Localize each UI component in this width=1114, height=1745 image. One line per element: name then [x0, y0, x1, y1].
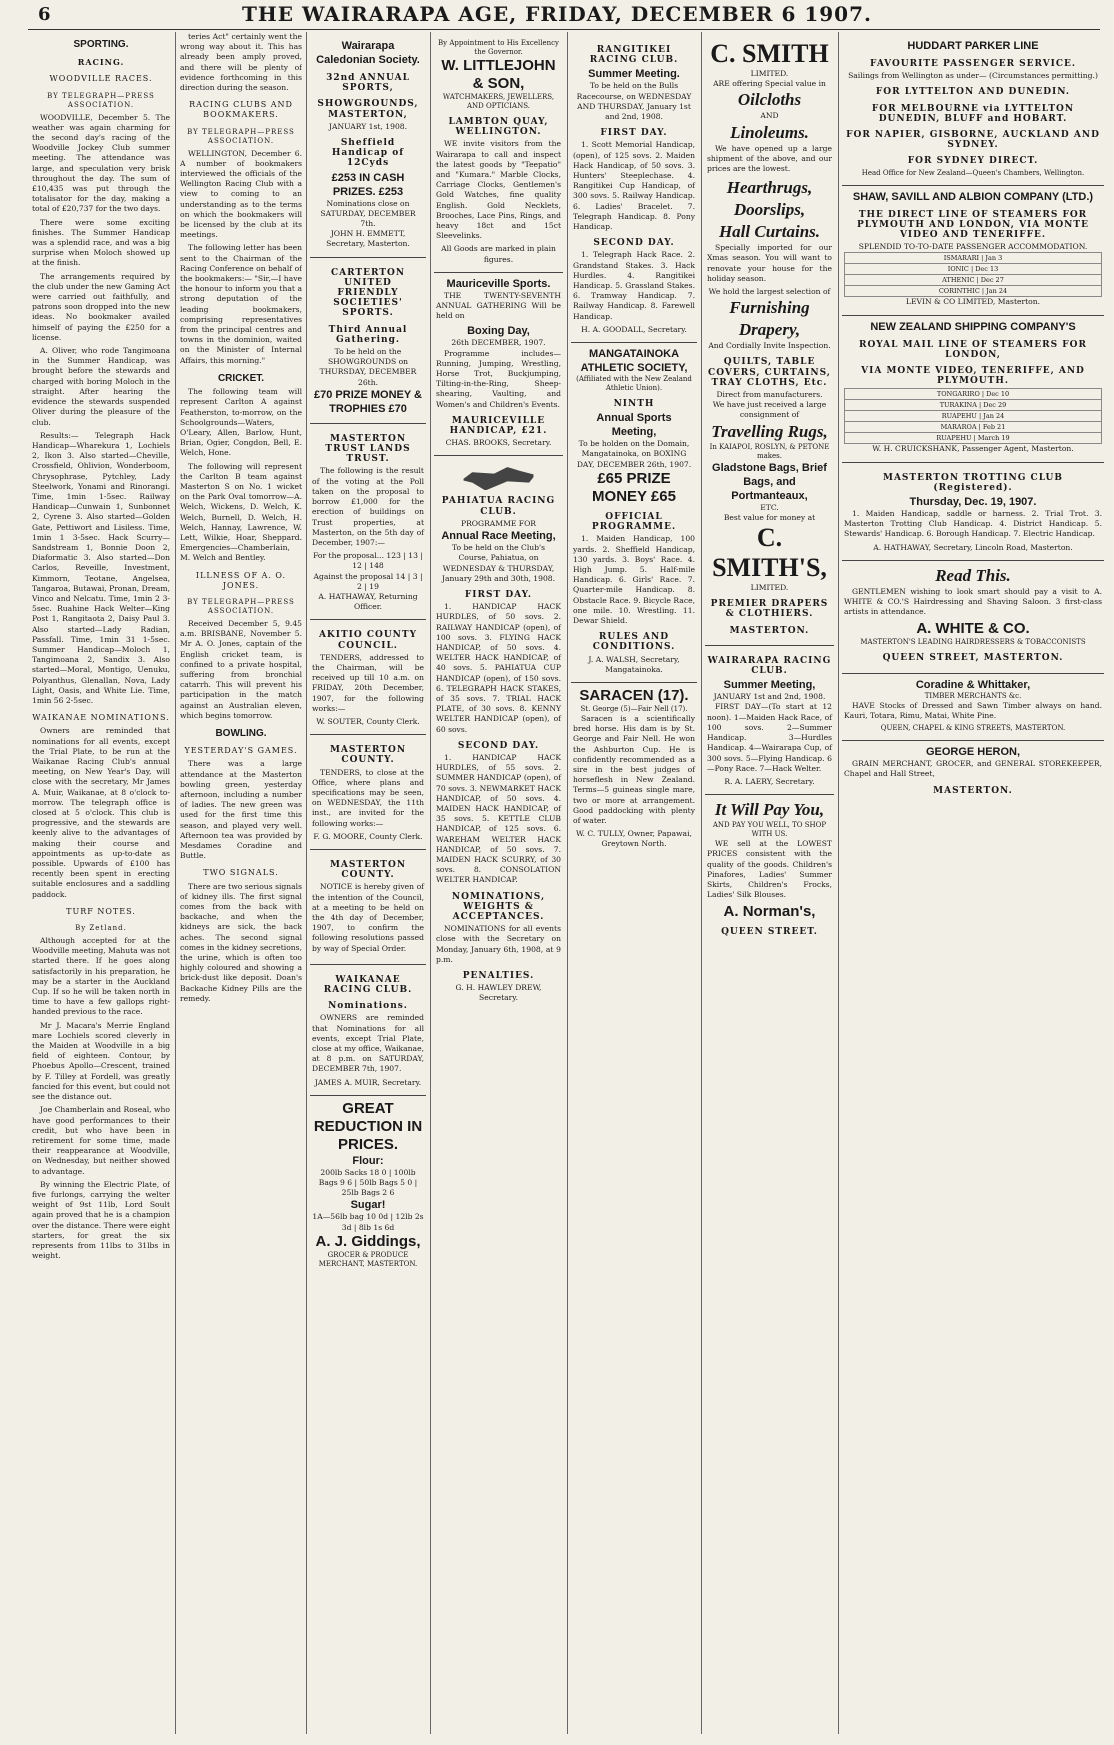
article-paragraph: Received December 5, 9.45 a.m. BRISBANE, November 5. Mr A. O. Jones, captain of the English cricket team, is confined to a private hospital, suffering from bronchial catarrh. This will prevent his participation in the match against an Australian eleven, which begins tomorrow. [180, 618, 302, 720]
giddings-advert [310, 1095, 426, 1273]
column-rule [701, 32, 702, 1734]
column-sporting [32, 32, 170, 1734]
poll-for: For the proposal... 123 | 13 | 12 | 148 [313, 551, 423, 571]
advert-text: OWNERS are reminded that Nominations for all events, except Trial Plate, close at my office, Waikanae, at 8 p.m. on SATURDAY, DECEMBER 7th, 1907. [312, 1013, 424, 1074]
advert-subtitle: Flour: [352, 1154, 384, 1167]
wairarapa-racing-advert [705, 645, 834, 791]
smith-advert [705, 35, 834, 642]
advert-venue: SHOWGROUNDS, MASTERTON, [317, 99, 419, 120]
norman-advert [705, 794, 834, 943]
article-paragraph: There are two serious signals of kidney ills. The first signal comes from the back with backache, and when the kidneys are sick, the back aches. The second signal comes in the kidney secretions, the urine, which is often too highly coloured and showing a brick-dust like deposit. Doan's Backache Kidney Pills are the remedy. [180, 881, 302, 1003]
advert-text: WE sell at the LOWEST PRICES consistent with the quality of the goods. Children's Pinafores, Ladies' Summer Skirts, Children's Frocks, Ladies' Silk Blouses. [707, 839, 832, 900]
article-heading: TURF NOTES. [66, 906, 136, 916]
advert-name: A. WHITE & CO. [916, 620, 1030, 638]
article-paragraph: The following letter has been sent to the Chairman of the Racing Conference on behalf of the bookmakers:— "Sir,—I have the honour to inform you that a strong deputation of the leading bookmakers, comprising representatives from the principal centres and towns in the dominion, waited on the Minister of Internal Affairs, this morning." [180, 243, 302, 365]
table-row [845, 286, 1102, 297]
article-paragraph: The arrangements required by the club under the new Gaming Act were carried out faithfully, and patrons soon dropped into the new ideas. No bookmaker availed himself of paying the £250 for a license. [32, 271, 170, 342]
section-heading: BOWLING. [215, 727, 267, 739]
advert-subtitle: Annual Race Meeting, [441, 530, 556, 543]
waikanae-nominations-advert [310, 964, 426, 1092]
advert-text: GENTLEMEN wishing to look smart should pay a visit to A. WHITE & CO.'S Hairdressing and Shaving Saloon. 3 first-class artists in attendance. [844, 586, 1102, 617]
advert-title: RANGITIKEI RACING CLUB. [589, 45, 679, 66]
programme-list: 1. Maiden Handicap, 100 yards. 2. Sheffield Handicap, 130 yards. 3. Boys' Race. 4. High Jump. 5. Half-mile Handicap. 6. Girls' Race. 7. Quarter-mile Handicap. 8. Obstacle Race. 9. Bicycle Race, one mile. 10. Wrestling. 11. Dewar Shield. [573, 534, 695, 625]
racehorse-illustration [455, 464, 543, 490]
advert-subtitle: ROYAL MAIL LINE OF STEAMERS FOR LONDON, [858, 339, 1088, 360]
article-paragraph: The following will represent the Carlton B team against Masterton S on No. 1 wicket on the Park Oval tomorrow—A. Welch, Wickens, D. Welch, K. Welch, Burnell, D. Welch, H. Welch, Hannay, Lawrence, W. Lett, Wilkie, Hoar, Sheppard. Emergencies—Chamberlain, M. Welch and Bentley. [180, 461, 302, 563]
programme-heading: NOMINATIONS, WEIGHTS & ACCEPTANCES. [451, 891, 546, 922]
article-paragraph: teries Act" certainly went the wrong way about it. This has already been amply proved, and there will be plenty of evidence forthcoming in this direction during the season. [180, 32, 302, 93]
section-heading: SPORTING. [73, 39, 129, 50]
advert-title: W. LITTLEJOHN & SON, [441, 57, 556, 92]
advert-text: Direct from manufacturers. [716, 390, 823, 400]
route-heading: FOR MELBOURNE via LYTTELTON DUNEDIN, BLUFF and HOBART. [871, 103, 1075, 124]
advert-signature: A. HATHAWAY, Secretary, Lincoln Road, Masterton. [873, 542, 1073, 552]
notice-title: MASTERTON TRUST LANDS TRUST. [325, 433, 411, 465]
advert-title: WAIRARAPA RACING CLUB. [707, 655, 832, 677]
advert-text: In KAIAPOI, ROSLYN, & PETONE makes. [709, 442, 830, 460]
advert-title: Wairarapa Caledonian Society. [316, 40, 420, 66]
table-cell: ATHENIC | Dec 27 [845, 275, 1102, 286]
advert-text: Nominations close on SATURDAY, DECEMBER 7th. [320, 198, 416, 229]
article-heading: TWO SIGNALS. [203, 868, 279, 878]
advert-text: ARE offering Special value in [713, 79, 826, 89]
advert-subtitle: WATCHMAKERS, JEWELLERS, AND OPTICIANS. [442, 93, 555, 110]
article-paragraph: A. Oliver, who rode Tangimoana in the Summer Handicap, was brought before the stewards and charged with boring Moloch in the straight. After hearing the evidence the stewards suspended Oliver during the pleasure of the club. [32, 346, 170, 427]
advert-subtitle: St. George (5)—Fair Nell (17). [580, 704, 688, 713]
mangatainoka-advert [571, 342, 697, 679]
race-results: Results:— Telegraph Hack Handicap—Wharekura 1, Lochiels 2, Ikon 3. Also started—Cheville, Crossfield, Ohlivion, Wonderboom, Chrysophrase, Pytchley, Lady Steelwork, Yonami and Rinorangi. Time, 1min 1-5sec. Railway Handicap—Cunwain 1, Sunbonnet 2, Cyrene 3. Also started—Golden Gate, Pettiwort and Lisiless. Time, 1min 1 3-5sec. Hack Scurry—Sandstream 1, Bonnie Doon 2, Diaformatic 3. Also started—Don Carlos, Reveille, Investment, Kimmorn, Teotane, Angelsea, Tangaroa, Butawai, Pronan, Dream, Vinco and Nelcatu. Time, 1min 2 3-5sec. Ruahine Hack Welter—King Post 1, Rangitaota 2, Daisy Paul 3. Also started—Lady Radian, Passfall. Time, 1min 31 1-5sec. Summer Handicap—Moloch 1, Tangimoana 2, Sandix 3. Also started—Moral, Montigo, Uenuku, Polyanthus, Glenallan, Nova, Lady Light, Oasis, and White Lie. Time, 1min 56 2-5sec. [32, 430, 170, 705]
masthead [0, 0, 1114, 28]
section-heading: CRICKET. [217, 372, 265, 384]
advert-title: CARTERTON UNITED FRIENDLY SOCIETIES' SPORTS. [330, 267, 406, 319]
advert-note: By Appointment to His Excellency the Governor. [438, 39, 559, 56]
sailing-table [844, 388, 1102, 444]
advert-prize: £253 IN CASH PRIZES. £253 [331, 171, 405, 198]
pahiatua-advert [434, 455, 563, 1007]
article-paragraph: Owners are reminded that nominations for all events, except the Trial Plate, to be run at the Waikanae Racing Club's annual meeting, on New Year's Day, will close with the secretary, Mr James A. Muir, Waikanae, at 8 o'clock to-morrow. The telegraph office is closed at 5 o'clock. This club is progressive, and the stewards are keenly alive to the advantages of making their course and appointments as up-to-date as possible. Upwards of £100 has recently been spent in erecting suitable enclosures and a saddling paddock. [32, 726, 170, 899]
column-adverts-5 [571, 32, 697, 1734]
advert-signature: W. C. TULLY, Owner, Papawai, Greytown North. [576, 829, 692, 849]
nz-shipping-advert [842, 315, 1104, 459]
advert-signature: W. H. CRUICKSHANK, Passenger Agent, Masterton. [872, 444, 1074, 454]
advert-subtitle: LIMITED. [750, 583, 789, 593]
column-shipping [842, 32, 1104, 1734]
caledonian-advert [310, 35, 426, 254]
column-smith-advert [705, 32, 834, 1734]
article-heading: RACING CLUBS AND BOOKMAKERS. [189, 100, 293, 120]
notice-text: The following is the result of the voting at the Poll taken on the proposal to borrow £1,000 for the erection of buildings on Trust properties, at Masterton, on the 5th day of December, 1907:— [312, 466, 424, 547]
advert-title: MANGATAINOKA ATHLETIC SOCIETY, [580, 348, 688, 375]
advert-signature: R. A. LAERY, Secretary. [724, 776, 815, 786]
column-news [180, 32, 302, 1734]
advert-title: SHAW, SAVILL AND ALBION COMPANY (LTD.) [852, 190, 1094, 203]
advert-feature: Travelling Rugs, [711, 421, 828, 441]
table-cell: CORINTHIC | Jan 24 [845, 286, 1102, 297]
column-rule [567, 32, 568, 1734]
advert-address: QUEEN STREET. [721, 927, 818, 938]
table-cell: TURAKINA | Dec 29 [845, 400, 1102, 411]
advert-text: Sailings from Wellington as under— (Circumstances permitting.) [848, 71, 1098, 81]
table-row [845, 264, 1102, 275]
mauriceville-advert [434, 272, 563, 453]
column-rule [430, 32, 431, 1734]
advert-title: C. SMITH [710, 39, 829, 68]
newspaper-title: THE WAIRARAPA AGE, FRIDAY, DECEMBER 6 1907. [242, 2, 872, 26]
advert-subtitle: LIMITED. [750, 69, 789, 78]
column-adverts-3 [310, 32, 426, 1734]
coradine-advert [842, 673, 1104, 737]
programme-heading: RULES AND CONDITIONS. [592, 632, 676, 653]
advert-prize: £65 PRIZE MONEY £65 [592, 469, 676, 505]
route-heading: FOR SYDNEY DIRECT. [907, 156, 1039, 167]
programme-heading: SECOND DAY. [457, 740, 540, 751]
rangitikei-advert [571, 35, 697, 339]
article-paragraph: By winning the Electric Plate, of five furlongs, carrying the welter weight of 9st 11lb, Lord Soult again proved that he is a champion over the distance. There were eight starters, for great the six represents from 11lbs to 31lbs in weight. [32, 1179, 170, 1261]
advert-prize: £70 PRIZE MONEY & TROPHIES £70 [314, 388, 422, 415]
advert-signature: J. A. WALSH, Secretary, Mangatainoka. [588, 654, 680, 674]
advert-date: To be holden on the Domain, Mangatainoka, on BOXING DAY, DECEMBER 26th, 1907. [576, 439, 692, 469]
advert-subtitle: Boxing Day, [467, 325, 530, 338]
advert-address: MASTERTON. [933, 785, 1013, 796]
article-paragraph: There were some exciting finishes. The Summer Handicap was a splendid race, and was a big surprise when Moloch showed up at the finish. [32, 217, 170, 268]
article-paragraph: WOODVILLE, December 5. The weather was again charming for the second day's racing of the Woodville Jockey Club summer meeting. The attendance was large, and speculation very brisk throughout the day. The sum of £10,435 was put through the totalisator for the day, making a total of £20,737 for the two days. [32, 112, 170, 214]
advert-title: MASTERTON TROTTING CLUB (Registered). [882, 472, 1064, 493]
advert-title: Read This. [935, 565, 1011, 585]
table-row [845, 400, 1102, 411]
article-heading: WOODVILLE RACES. [49, 74, 153, 84]
advert-text: Specially imported for our Xmas season. You will want to renovate your house for the holiday season. [707, 243, 832, 283]
byline: BY TELEGRAPH—PRESS ASSOCIATION. [187, 597, 295, 615]
notice-title: AKITIO COUNTY COUNCIL. [318, 630, 418, 651]
programme-list: 1. Telegraph Hack Race. 2. Grandstand Stakes. 3. Hack Hurdles. 4. Rangitikei Handicap. 5. Grassland Stakes. 6. Tramway Handicap. 7. Railway Handicap. 8. Farewell Handicap. [573, 250, 695, 321]
page-number: 6 [38, 4, 51, 25]
advert-subtitle: Summer Meeting. [588, 68, 680, 81]
advert-title: C. SMITH'S, [712, 523, 827, 583]
littlejohn-advert [434, 35, 563, 269]
notice-signature: A. HATHAWAY, Returning Officer. [318, 591, 418, 612]
programme-list: 1. HANDICAP HACK HURDLES, of 50 sovs. 2. RAILWAY HANDICAP (open), of 100 sovs. 3. FLYING HACK HANDICAP, of 50 sovs. 4. WELTER HACK HANDICAP, of 40 sovs. 5. PAHIATUA CUP HANDICAP (open), of 150 sovs. 6. TELEGRAPH HACK STAKES, of 35 sovs. 7. TRIAL HACK PLATE, of 30 sovs. 8. KENNY WELTER HANDICAP (open), of 60 sovs. [436, 602, 561, 734]
advert-feature: Drapery, [738, 320, 801, 340]
masthead-rule [28, 29, 1100, 30]
programme-list: 1. Maiden Handicap, saddle or harness. 2. Trial Trot. 3. Masterton Trotting Club Handicap. 4. District Handicap. 5. Stewards' Handicap. 6. Borough Handicap. 7. Electric Handicap. [844, 509, 1102, 539]
article-paragraph: There was a large attendance at the Masterton bowling green, yesterday afternoon, including a number of ladies. The new green was used for the first time this season, and played very well. Afternoon tea was provided by Mesdames Coradine and Buttle. [180, 759, 302, 861]
programme-list: FIRST DAY—(To start at 12 noon). 1—Maiden Hack Race, of 100 sovs. 2—Summer Handicap. 3—Hurdles Handicap. 4—Wairarapa Cup, of 300 sovs. 5—Flying Handicap. 6—Pony Race. 7—Hack Welter. [707, 702, 832, 773]
notice-signature: F. G. MOORE, County Clerk. [313, 831, 423, 841]
programme-heading: FIRST DAY. [600, 128, 668, 139]
advert-text: We hold the largest selection of [708, 287, 831, 297]
advert-subtitle: Nominations. [328, 1001, 408, 1012]
advert-name: A. J. Giddings, [315, 1232, 421, 1250]
advert-title: WAIKANAE RACING CLUB. [323, 974, 413, 996]
advert-title: HUDDART PARKER LINE [907, 40, 1039, 52]
akitio-notice [310, 619, 426, 731]
advert-feature: Oilcloths [737, 90, 802, 110]
advert-date: JANUARY 1st, 1908. [328, 121, 408, 131]
advert-title: GREAT REDUCTION IN PRICES. [313, 1099, 423, 1153]
programme-heading: FIRST DAY. [464, 589, 533, 600]
advert-subtitle: TIMBER MERCHANTS &c. [924, 691, 1022, 700]
notice-text: TENDERS, to close at the Office, where plans and specifications may be seen, on WEDNESDAY, the 11th inst., are invited for the following works:— [312, 767, 424, 828]
masterton-county-notice [310, 849, 426, 961]
byline: BY TELEGRAPH—PRESS ASSOCIATION. [187, 127, 295, 145]
advert-date: To be held on the SHOWGROUNDS on THURSDAY, DECEMBER 26th. [319, 347, 417, 387]
advert-feature: Furnishing [729, 298, 810, 318]
masterton-county-tenders [310, 734, 426, 846]
advert-subtitle: VIA MONTE VIDEO, TENERIFFE, AND PLYMOUTH. [861, 366, 1085, 387]
trust-notice [310, 423, 426, 616]
advert-feature: Doorslips, [733, 200, 806, 220]
advert-signature: JOHN H. EMMETT, Secretary, Masterton. [326, 229, 410, 249]
article-paragraph: The following team will represent Carlton A against Featherston, to-morrow, on the Schoolgrounds—Waters, O'Leary, Allen, Barlow, Hunt, Brian, Ogier, Congdon, Bell, E. Welch, Hone. [180, 387, 302, 458]
article-paragraph: Mr J. Macara's Merrie England mare Lochiels scored cleverly in the Maiden at Woodville in a big field of eighteen. Contour, by Phoebus Apollo—Crescent, trained by F. Tilley at Fordell, was greatly fancied for this event, but could not see the distance out. [32, 1020, 170, 1102]
advert-signature: CHAS. BROOKS, Secretary. [445, 438, 552, 448]
article-paragraph: Joe Chamberlain and Roseal, who have good performances to their credit, but who have been in retirement for some time, made their reappearance at Woodville, on Wednesday, but neither showed to advantage. [32, 1105, 170, 1176]
advert-address: GROCER & PRODUCE MERCHANT, MASTERTON. [318, 1250, 418, 1268]
advert-text: THE TWENTY-SEVENTH ANNUAL GATHERING Will be held on [436, 290, 561, 321]
advert-subtitle: Annual Sports Meeting, [596, 412, 672, 439]
advert-address: Head Office for New Zealand—Queen's Chambers, Wellington. [861, 168, 1085, 177]
advert-date: Thursday, Dec. 19, 1907. [909, 496, 1037, 509]
trotting-club-advert [842, 462, 1104, 557]
column-rule [306, 32, 307, 1734]
price-list: 1A—56lb bag 10 0d | 12lb 2s 3d | 8lb 1s 6d [312, 1212, 424, 1232]
advert-text: SPLENDID TO-TO-DATE PASSENGER ACCOMMODATION. [858, 242, 1088, 252]
advert-feature: Hall Curtains. [718, 222, 821, 242]
advert-text: GRAIN MERCHANT, GROCER, and GENERAL STOREKEEPER, Chapel and Hall Street, [844, 759, 1102, 779]
price-list: 200lb Sacks 18 0 | 100lb Bags 9 6 | 50lb Bags 5 0 | 25lb Bags 2 6 [318, 1167, 418, 1198]
advert-feature: Linoleums. [730, 122, 809, 142]
advert-text: And Cordially Invite Inspection. [708, 341, 831, 351]
article-heading: ILLNESS OF A. O. JONES. [195, 570, 287, 590]
article-heading: YESTERDAY'S GAMES. [184, 746, 298, 756]
advert-feature: Hearthrugs, [726, 178, 813, 198]
notice-title: MASTERTON COUNTY. [329, 745, 407, 766]
route-heading: FOR LYTTELTON AND DUNEDIN. [875, 87, 1071, 98]
huddart-advert [842, 35, 1104, 182]
advert-list: QUILTS, TABLE COVERS, CURTAINS, TRAY CLOTHS, Etc. [708, 357, 831, 388]
notice-text: TENDERS, addressed to the Chairman, will be received up till 10 a.m. on FRIDAY, 20th December, 1907, for the following works:— [312, 652, 424, 713]
shaw-savill-advert [842, 185, 1104, 312]
programme-heading: PENALTIES. [462, 971, 535, 982]
article-paragraph: Although accepted for at the Woodville meeting, Mahuta was not started there. If he goes along satisfactorily in his preparation, he may be a starter in the Auckland Cup. If so he will be taken north in time to have a few gallops right-handed previous to the race. [32, 936, 170, 1017]
advert-subtitle: Third Annual Gathering. [328, 324, 408, 345]
column-rule [838, 32, 839, 1734]
advert-feature: Gladstone Bags, Brief Bags, and Portmanteaux, [712, 461, 827, 502]
article-heading: WAIKANAE NOMINATIONS. [32, 713, 170, 723]
programme-heading: OFFICIAL PROGRAMME. [591, 511, 677, 533]
table-row [845, 275, 1102, 286]
notice-title: MASTERTON COUNTY. [329, 859, 407, 881]
table-row [845, 411, 1102, 422]
advert-prize: MAURICEVILLE HANDICAP, £21. [449, 415, 548, 437]
byline: By Zetland. [75, 924, 127, 933]
advert-text: AND [760, 111, 779, 121]
advert-title: PAHIATUA RACING CLUB. [441, 496, 556, 517]
section-subheading: RACING. [77, 57, 125, 68]
programme-list: 1. HANDICAP HACK HURDLES, of 55 sovs. 2. SUMMER HANDICAP (open), of 70 sovs. 3. NEWMARKET HACK HANDICAP, of 50 sovs. 4. MAIDEN HACK HANDICAP, of 35 sovs. 5. KETTLE CLUB HANDICAP, of 125 sovs. 6. WAREHAM WELTER HACK HANDICAP, of 50 sovs. 7. MAIDEN HACK SCURRY, of 30 sovs. 8. CONSOLATION WELTER HANDICAP. [436, 752, 561, 885]
table-cell: TONGARIRO | Dec 10 [845, 389, 1102, 400]
advert-event: Sheffield Handicap of 12Cyds [331, 138, 405, 169]
article-paragraph: WELLINGTON, December 6. A number of bookmakers interviewed the officials of the Wellington Racing Club with a view to coming to an understanding as to the terms on which the bookmakers will be licensed by the club at its meetings. [180, 148, 302, 240]
table-cell: RUAPEHU | March 19 [845, 433, 1102, 444]
advert-date: 26th DECEMBER, 1907. [451, 338, 546, 348]
advert-subtitle: THE DIRECT LINE OF STEAMERS FOR PLYMOUTH AND LONDON, VIA MONTE VIDEO AND TENERIFFE. [857, 209, 1089, 241]
advert-title: GEORGE HERON, [925, 746, 1021, 759]
advert-subtitle: 32nd ANNUAL SPORTS, [326, 73, 410, 94]
column-adverts-4 [434, 32, 563, 1734]
advert-subtitle: Sugar! [350, 1199, 386, 1212]
advert-title: Coradine & Whittaker, [915, 678, 1031, 691]
advert-subtitle: AND PAY YOU WELL, TO SHOP WITH US. [712, 821, 827, 839]
notice-signature: W. SOUTER, County Clerk. [316, 716, 420, 726]
programme-list: 1. Scott Memorial Handicap, (open), of 125 sovs. 2. Maiden Hack Handicap, of 50 sovs. 3. Hunters' Steeplechase. 4. Rangitikei Cup Handicap, of 300 sovs. 5. Railway Handicap. 6. Ladies' Bracelet. 7. Telegraph Handicap. 8. Pony Handicap. [573, 140, 695, 232]
route-heading: FOR NAPIER, GISBORNE, AUCKLAND AND SYDNEY. [846, 130, 1100, 151]
advert-date: JANUARY 1st and 2nd, 1908. [713, 692, 826, 702]
advert-address: LAMBTON QUAY, WELLINGTON. [448, 117, 549, 138]
advert-subtitle: FAVOURITE PASSENGER SERVICE. [869, 59, 1077, 69]
advert-text: Best value for money at [723, 512, 816, 522]
table-cell: ISMARARI | Jan 3 [845, 253, 1102, 264]
advert-note: (Affiliated with the New Zealand Athletic Union). [576, 375, 692, 393]
advert-date: To be held on the Club's Course, Pahiatua, on WEDNESDAY & THURSDAY, January 29th and 30th, 1908. [441, 543, 556, 583]
saracen-advert [571, 682, 697, 854]
advert-title: Mauriceville Sports. [446, 277, 551, 290]
advert-date: To be held on the Bulls Racecourse, on WEDNESDAY AND THURSDAY, January 1st and 2nd, 1908. [576, 81, 692, 122]
notice-text: NOTICE is hereby given of the intention of the Council, at a meeting to be held on the 4th day of December, 1907, to confirm the following resolutions passed by way of Special Order. [312, 882, 424, 953]
advert-title: It Will Pay You, [714, 800, 825, 820]
advert-text: All Goods are marked in plain figures. [441, 244, 556, 264]
advert-text: We have just received a large consignment of [712, 400, 827, 420]
advert-title: NEW ZEALAND SHIPPING COMPANY'S [870, 320, 1076, 333]
advert-signature: H. A. GOODALL, Secretary. [581, 324, 687, 334]
advert-address: QUEEN, CHAPEL & KING STREETS, MASTERTON. [880, 724, 1066, 733]
advert-text: ETC. [760, 502, 779, 512]
table-row [845, 433, 1102, 444]
heron-advert [842, 740, 1104, 802]
column-rule [175, 32, 176, 1734]
advert-address: QUEEN STREET, MASTERTON. [882, 653, 1064, 664]
advert-title: SARACEN (17). [579, 686, 689, 704]
advert-text: We have opened up a large shipment of the above, and our prices are the lowest. [707, 143, 832, 174]
table-cell: RUAPEHU | Jan 24 [845, 411, 1102, 422]
advert-subtitle: Summer Meeting, [723, 679, 816, 692]
advert-signature: LEVIN & CO LIMITED, Masterton. [905, 297, 1041, 307]
advert-signature: JAMES A. MUIR, Secretary. [314, 1077, 422, 1087]
poll-against: Against the proposal 14 | 3 | 2 | 19 [313, 571, 423, 591]
advert-text: HAVE Stocks of Dressed and Sawn Timber always on hand. Kauri, Totara, Rimu, Matai, White Pine. [844, 700, 1102, 720]
advert-signature: G. H. HAWLEY DREW, Secretary. [455, 983, 542, 1003]
advert-text: Saracen is a scientifically bred horse. His dam is by St. George and Fair Nell. He won the Ashburton Cup. He is confidently recommended as a sire in the best judges of horseflesh in New Zealand. Terms—5 guineas single mare, two or more at arrangement. Good paddocking with plenty of water. [573, 713, 695, 825]
advert-text: WE invite visitors from the Wairarapa to call and inspect the latest goods by "Teepatio" and "Kumara." Marble Clocks, Carriage Clocks, Gentlemen's Gold Watches, fine quality English. Gold Necklets, Brooches, Lace Pins, Rings, and heavy 18ct and 15ct Sleevelinks. [436, 139, 561, 241]
advert-subtitle: PREMIER DRAPERS & CLOTHIERS. [710, 599, 829, 620]
carterton-advert [310, 257, 426, 420]
table-cell: IONIC | Dec 13 [845, 264, 1102, 275]
programme-heading: SECOND DAY. [593, 238, 675, 249]
white-advert [842, 560, 1104, 670]
advert-text: NOMINATIONS for all events close with the Secretary on Monday, January 6th, 1908, at 9 p.m. [436, 924, 561, 964]
table-cell: MARAROA | Feb 21 [845, 422, 1102, 433]
table-row [845, 422, 1102, 433]
advert-text: Programme includes— Running, Jumping, Wrestling, Horse Trot, Buckjumping, Tilting-in-the-Ring, Sheep-shearing, Vaulting, and Women's and Children's Events. [436, 348, 561, 409]
advert-subtitle: MASTERTON'S LEADING HAIRDRESSERS & TOBACCONISTS [860, 638, 1086, 647]
byline: BY TELEGRAPH—PRESS ASSOCIATION. [47, 91, 155, 109]
advert-name: A. Norman's, [723, 903, 816, 921]
table-row [845, 389, 1102, 400]
advert-subtitle: PROGRAMME FOR [460, 518, 537, 528]
advert-address: MASTERTON. [729, 625, 810, 636]
advert-subtitle: NINTH [613, 399, 655, 410]
table-row [845, 253, 1102, 264]
sailing-table [844, 252, 1102, 297]
